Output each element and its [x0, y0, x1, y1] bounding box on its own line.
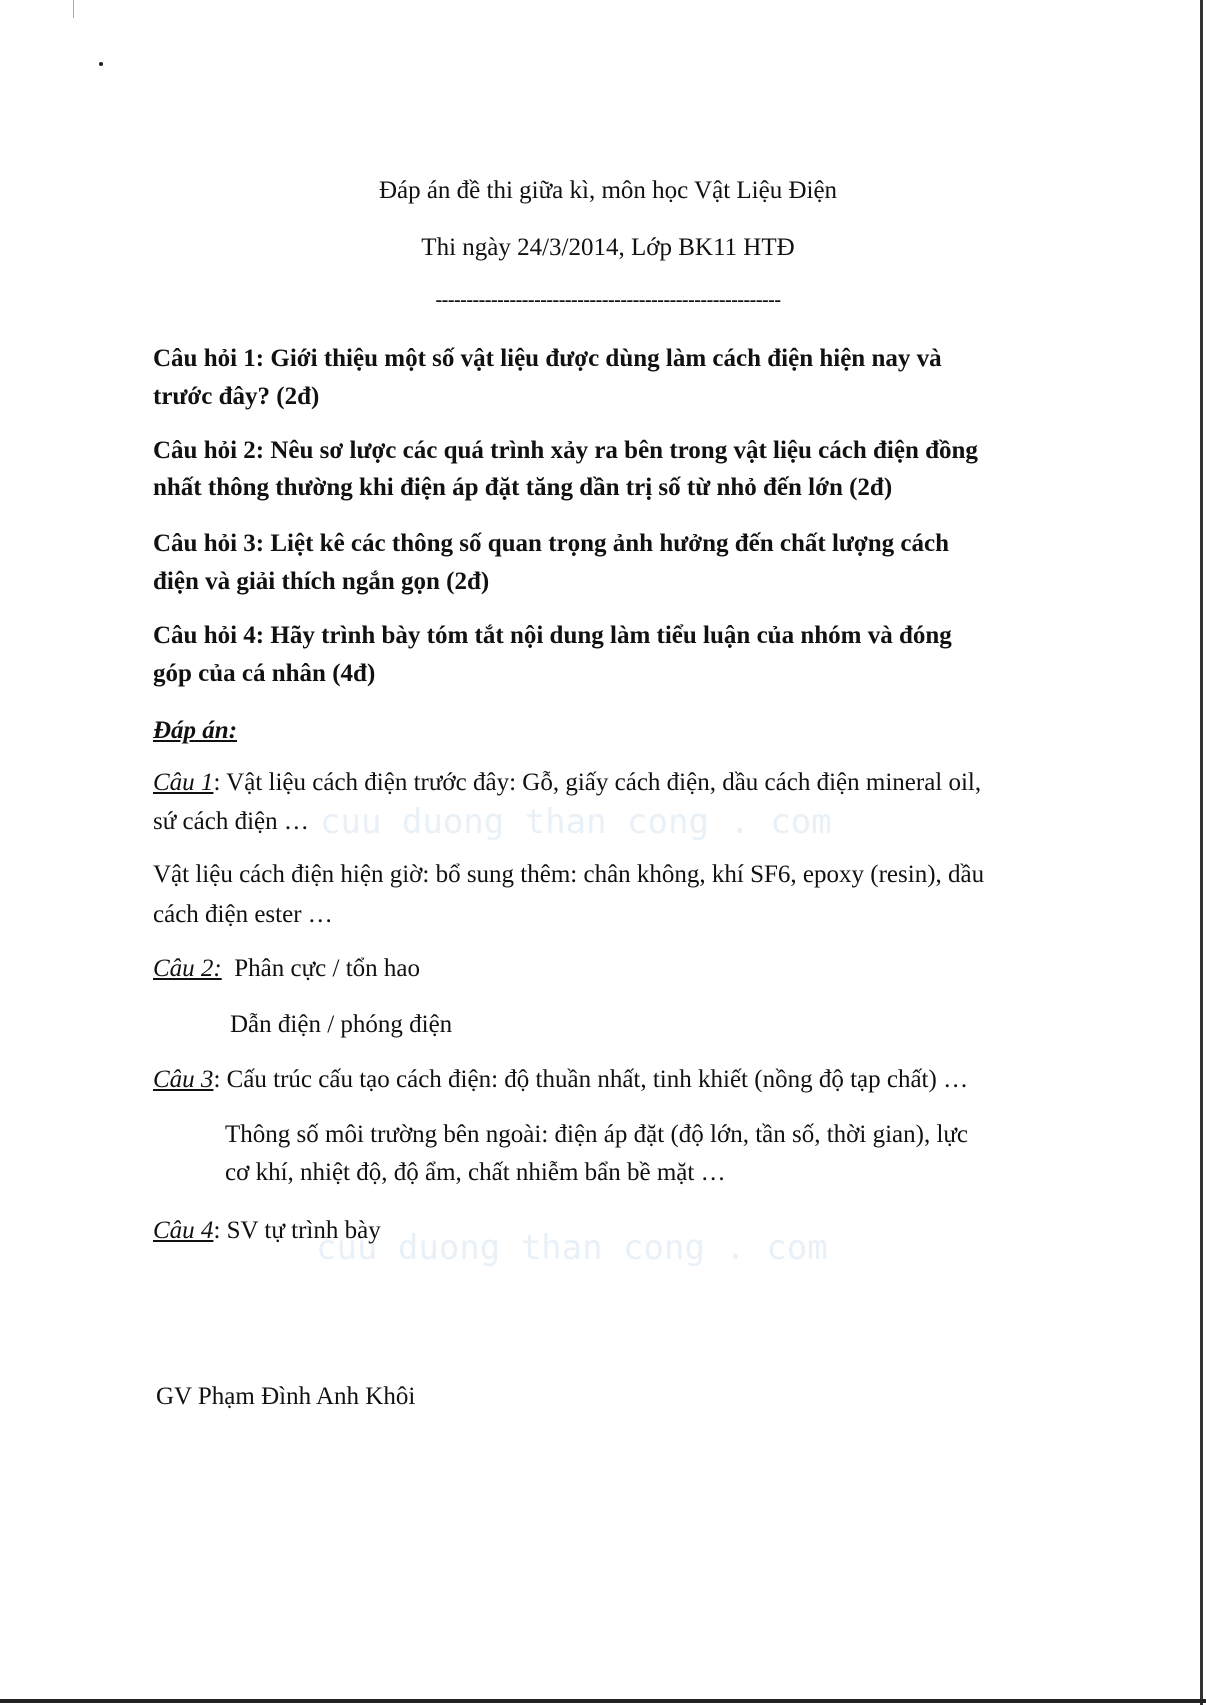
question-1: trước đây? (2đ) — [153, 383, 320, 410]
document-subtitle: Thi ngày 24/3/2014, Lớp BK11 HTĐ — [421, 234, 795, 261]
watermark: cuu duong than cong . com — [320, 802, 832, 842]
question-3: Câu hỏi 3: Liệt kê các thông số quan trọng ảnh hưởng đến chất lượng cách — [153, 530, 949, 557]
scan-edge-left — [73, 0, 74, 18]
answer-3: Thông số môi trường bên ngoài: điện áp đặt (độ lớn, tần số, thời gian), lực — [225, 1121, 969, 1148]
answer-1: Vật liệu cách điện hiện giờ: bổ sung thêm: chân không, khí SF6, epoxy (resin), dầu — [153, 861, 985, 888]
question-2: Câu hỏi 2: Nêu sơ lược các quá trình xảy ra bên trong vật liệu cách điện đồng — [153, 437, 978, 464]
question-4: góp của cá nhân (4đ) — [153, 660, 376, 687]
answer-3: Câu 3: Cấu trúc cấu tạo cách điện: độ thuần nhất, tinh khiết (nồng độ tạp chất) … — [153, 1066, 969, 1093]
question-3: điện và giải thích ngắn gọn (2đ) — [153, 568, 490, 595]
answer-4: Câu 4: SV tự trình bày — [153, 1217, 381, 1244]
answer-label: Câu 1 — [153, 769, 214, 796]
answer-label: Câu 3 — [153, 1066, 214, 1093]
scan-edge-bottom — [0, 1699, 1206, 1703]
question-1: Câu hỏi 1: Giới thiệu một số vật liệu được dùng làm cách điện hiện nay và — [153, 345, 942, 372]
document-title: Đáp án đề thi giữa kì, môn học Vật Liệu Điện — [378, 177, 838, 204]
watermark: cuu duong than cong . com — [316, 1228, 828, 1268]
answer-1: cách điện ester … — [153, 901, 333, 928]
scan-speck — [99, 62, 103, 66]
divider: -------------------------------------------------------- — [435, 289, 781, 311]
answer-label: Câu 2: — [153, 955, 222, 982]
answer-2: Dẫn điện / phóng điện — [230, 1011, 453, 1038]
signature: GV Phạm Đình Anh Khôi — [156, 1383, 416, 1410]
question-2: nhất thông thường khi điện áp đặt tăng dần trị số từ nhỏ đến lớn (2đ) — [153, 474, 893, 501]
answers-heading: Đáp án: — [153, 717, 238, 744]
answer-3: cơ khí, nhiệt độ, độ ẩm, chất nhiễm bẩn bề mặt … — [225, 1159, 726, 1186]
answer-label: Câu 4 — [153, 1217, 214, 1244]
question-4: Câu hỏi 4: Hãy trình bày tóm tắt nội dung làm tiểu luận của nhóm và đóng — [153, 622, 952, 649]
answer-2: Câu 2: Phân cực / tổn hao — [153, 955, 420, 982]
answer-1: Câu 1: Vật liệu cách điện trước đây: Gỗ, giấy cách điện, dầu cách điện mineral oil, — [153, 769, 982, 796]
answer-1: sứ cách điện … — [153, 808, 309, 835]
